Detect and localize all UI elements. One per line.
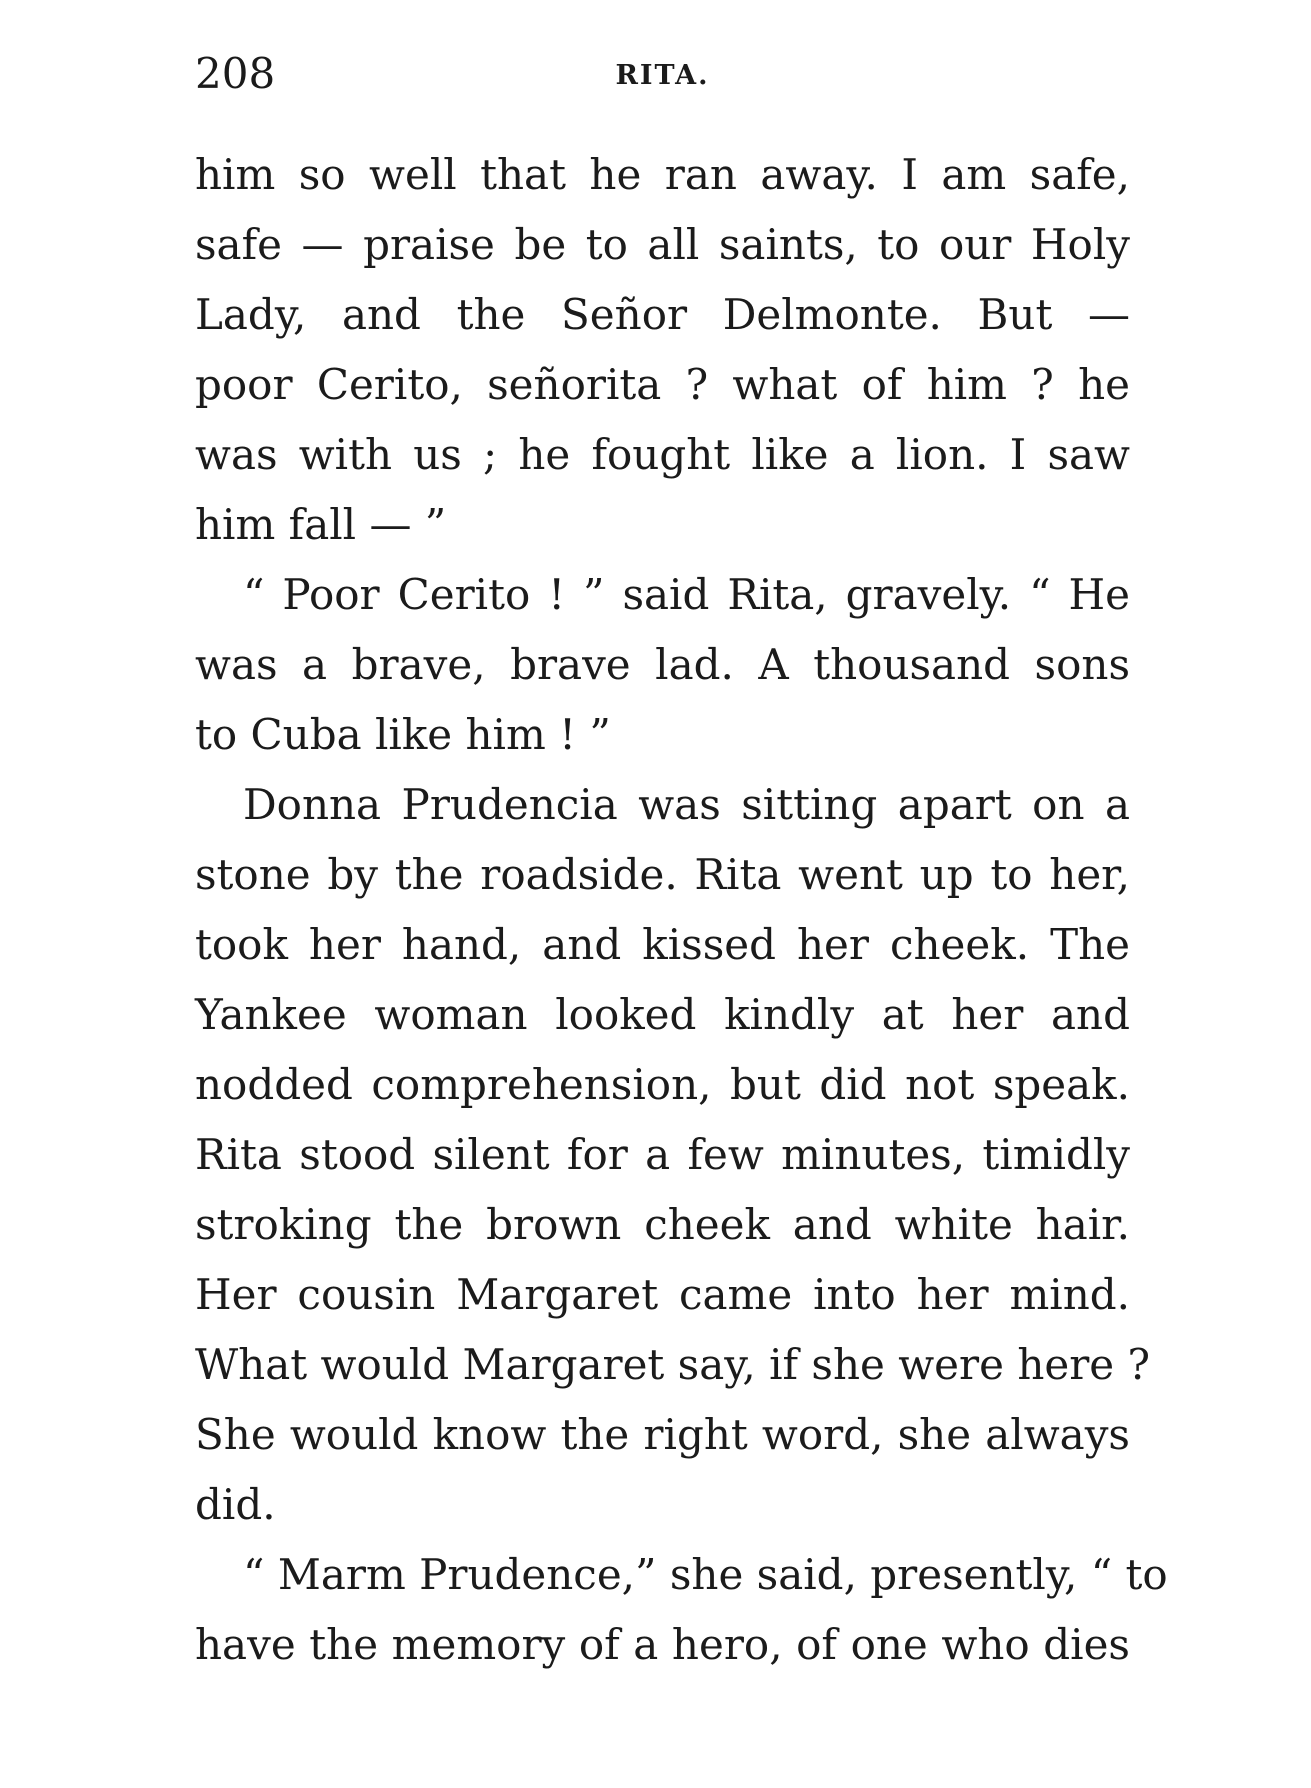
text-line: Donna Prudencia was sitting apart on a	[243, 780, 1130, 829]
text-line: “ Marm Prudence,” she said, presently, “ to	[243, 1550, 1168, 1599]
body-text	[195, 140, 1168, 1680]
text-line: Rita stood silent for a few minutes, timidly	[195, 1130, 1130, 1179]
page-number: 208	[195, 49, 276, 98]
text-line: Her cousin Margaret came into her mind.	[195, 1270, 1130, 1319]
text-line: Yankee woman looked kindly at her and	[195, 990, 1130, 1039]
text-line: was with us ; he fought like a lion. I saw	[195, 430, 1130, 479]
text-line: poor Cerito, señorita ? what of him ? he	[195, 360, 1130, 409]
text-line: She would know the right word, she always	[195, 1410, 1130, 1459]
text-line: him so well that he ran away. I am safe,	[195, 150, 1130, 199]
paragraph	[195, 770, 1151, 1540]
running-title: RITA.	[615, 60, 710, 91]
text-line: safe — praise be to all saints, to our Holy	[195, 220, 1130, 269]
text-line: Lady, and the Señor Delmonte. But —	[195, 290, 1130, 339]
text-line: him fall — ”	[195, 500, 447, 549]
text-line: have the memory of a hero, of one who dies	[195, 1620, 1130, 1669]
paragraph	[195, 1540, 1168, 1680]
text-line: nodded comprehension, but did not speak.	[195, 1060, 1130, 1109]
text-line: to Cuba like him ! ”	[195, 710, 611, 759]
text-line: took her hand, and kissed her cheek. The	[195, 920, 1130, 969]
text-line: stroking the brown cheek and white hair.	[195, 1200, 1130, 1249]
text-line: What would Margaret say, if she were here ?	[195, 1340, 1151, 1389]
text-line: was a brave, brave lad. A thousand sons	[195, 640, 1130, 689]
text-line: “ Poor Cerito ! ” said Rita, gravely. “ He	[243, 570, 1130, 619]
paragraph	[195, 140, 1130, 560]
paragraph	[195, 560, 1130, 770]
text-line: stone by the roadside. Rita went up to her,	[195, 850, 1130, 899]
text-line: did.	[195, 1480, 276, 1529]
page-header	[195, 44, 1130, 104]
